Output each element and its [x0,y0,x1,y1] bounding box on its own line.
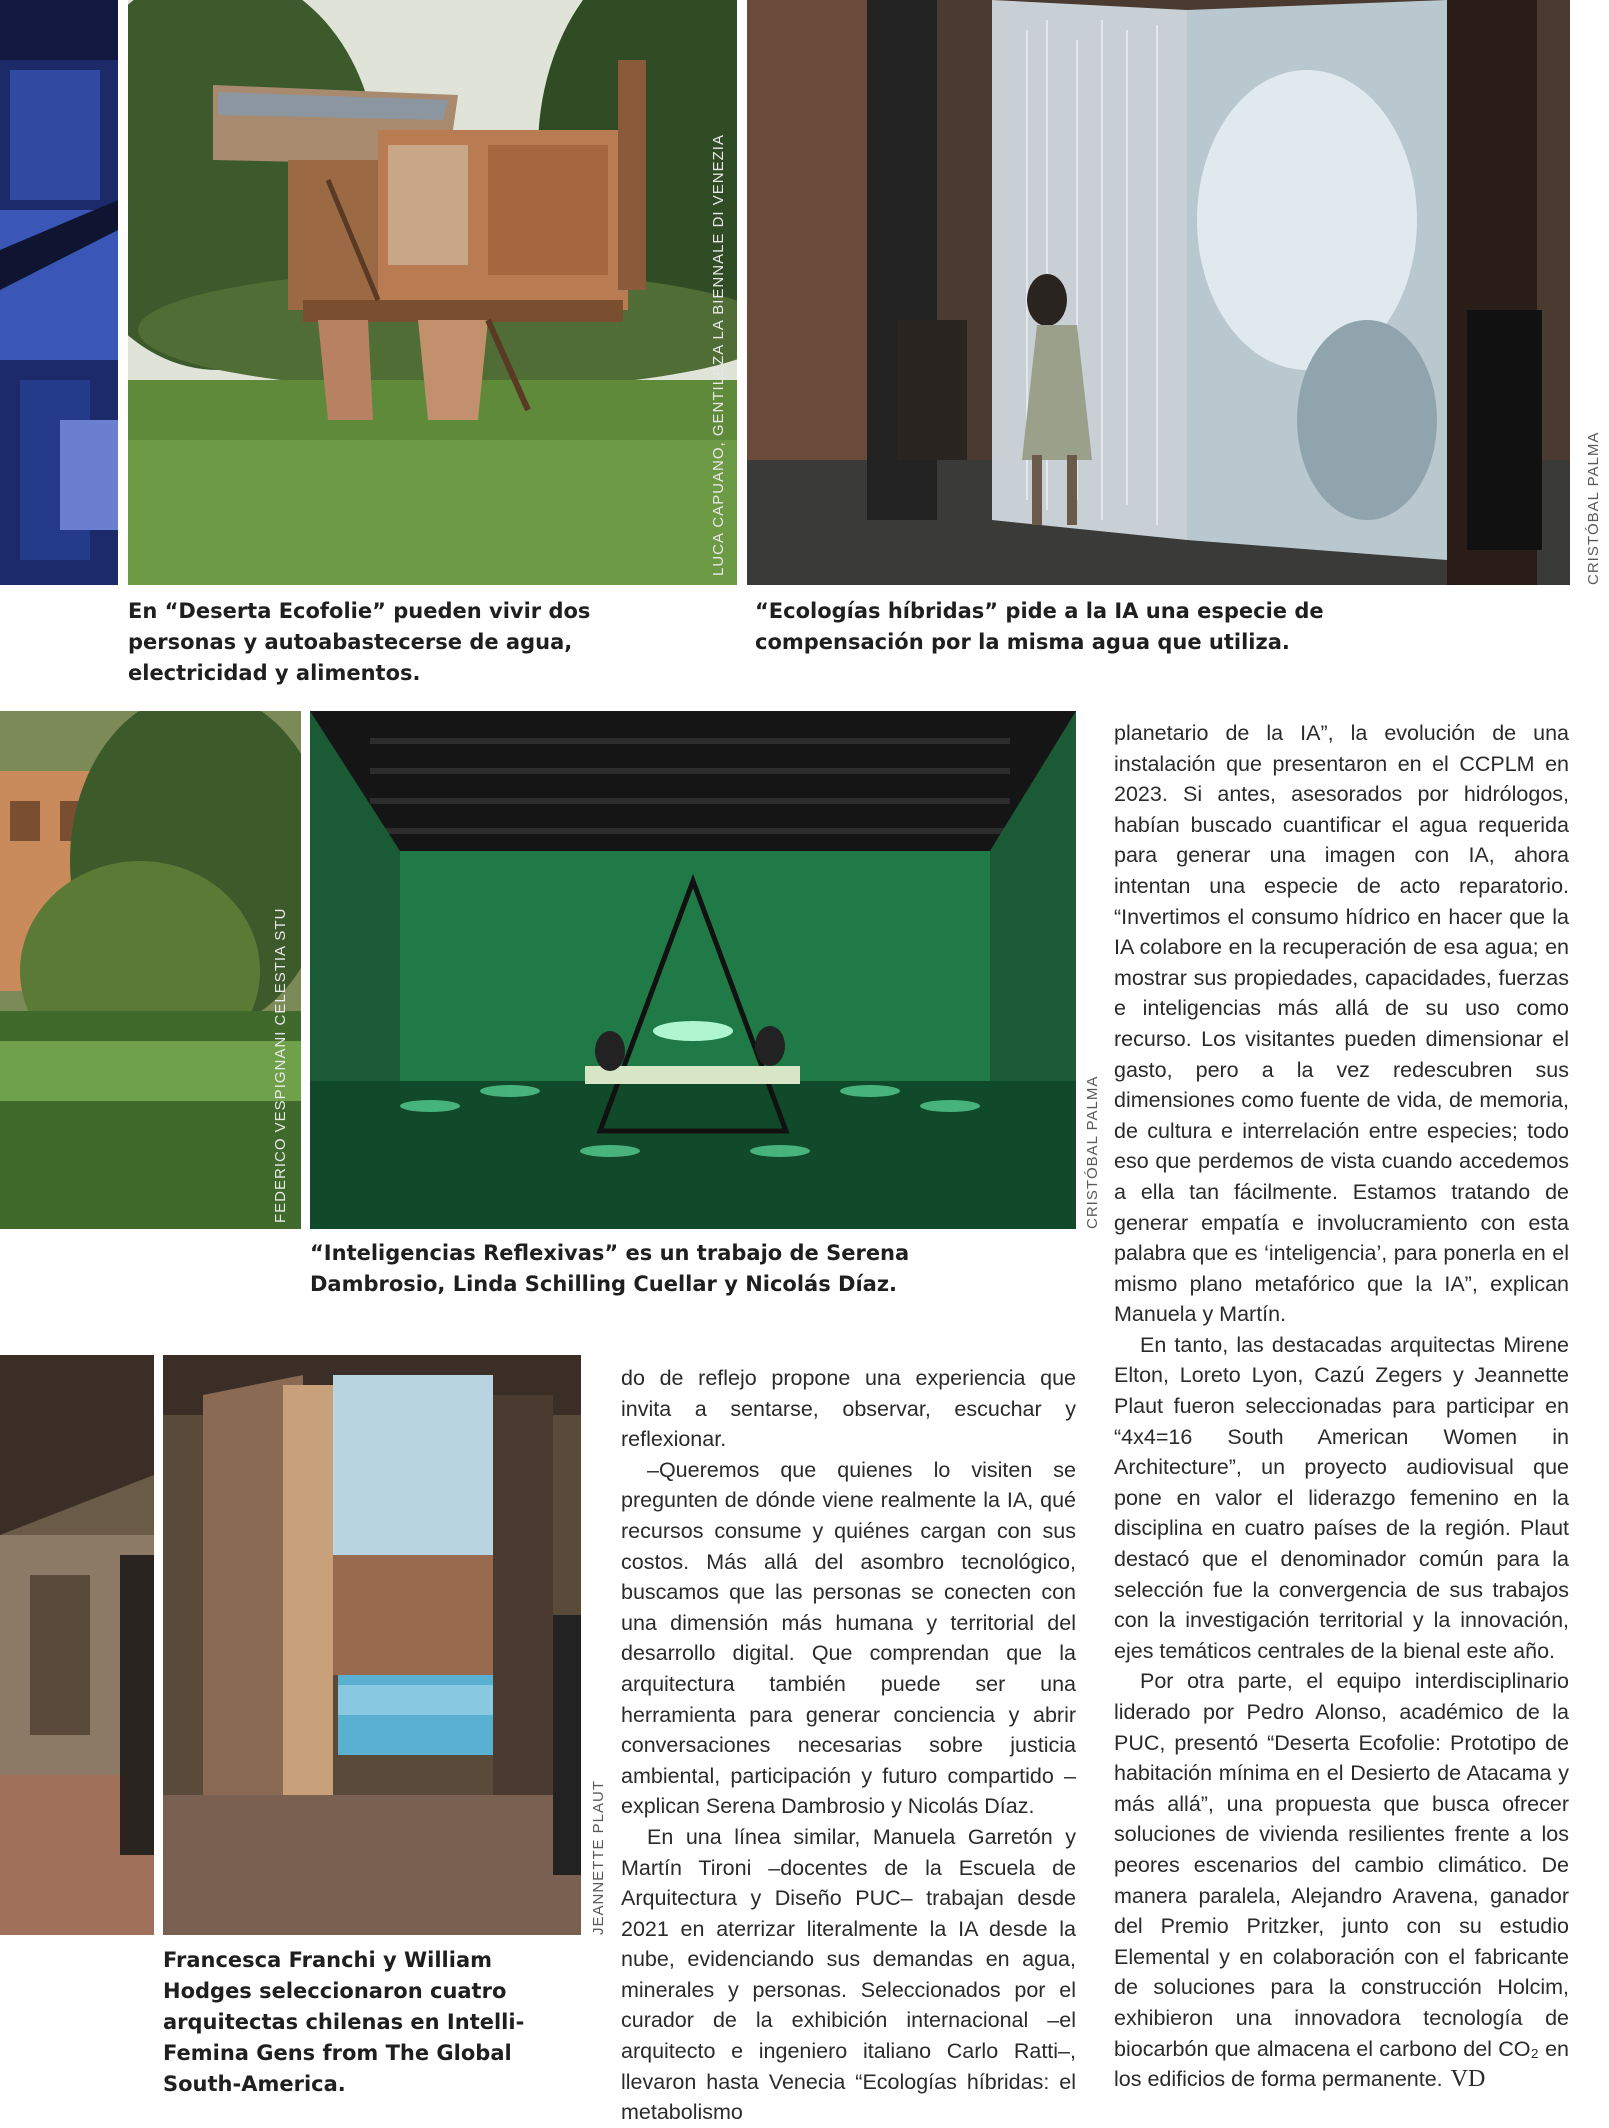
photo-ecologias-hibridas [747,0,1570,585]
article-column-middle [621,1363,1076,2128]
caption-ecologias-hibridas: “Ecologías híbridas” pide a la IA una especie de compensación por la misma agua que utiliza. [755,599,1324,654]
photo-bus-detail [0,0,118,585]
paragraph-text: Por otra parte, el equipo interdisciplinario liderado por Pedro Alonso, académico de la PUC, presentó “Deserta Ecofolie: Prototipo de habitación mínima en el Desierto de Atacama y más allá”, una propuesta que busca ofrecer soluciones de vivienda resilientes frente a los peores escenarios del cambio climático. De manera paralela, Alejandro Aravena, ganador del Premio Pritzker, junto con su estudio Elemental y en colaboración con el fabricante de soluciones para la construcción Holcim, exhibieron una innovadora tecnología de biocarbón que almacena el carbono del CO₂ en los edificios de forma permanente. [1114,1669,1569,2092]
article-column-right [1114,718,1569,2095]
photo-credit: JEANNETTE PLAUT [590,1779,607,1935]
photo-garden-house [0,711,301,1229]
photo-credit: LUCA CAPUANO, GENTILEZA LA BIENNALE DI VENEZIA [710,134,727,576]
paragraph [1114,1666,1569,2094]
photo-credit: CRISTÓBAL PALMA [1585,431,1602,585]
caption-inteligencias-reflexivas: “Inteligencias Reflexivas” es un trabajo de Serena Dambrosio, Linda Schilling Cuellar y Nicolás Díaz. [310,1241,910,1296]
photo-deserta-ecofolie [128,0,737,585]
paragraph: do de reflejo propone una experiencia que invita a sentarse, observar, escuchar y reflexionar. [621,1366,1076,1452]
photo-exhibition-hall [0,1355,154,1935]
paragraph: –Queremos que quienes lo visiten se pregunten de dónde viene realmente la IA, qué recursos consume y quiénes cargan con sus costos. Más allá del asombro tecnológico, buscamos que las personas se conecten con una dimensión más humana y territorial del desarrollo digital. Que comprendan que la arquitectura también puede ser una herramienta para generar conciencia y abrir conversaciones necesarias sobre justicia ambiental, participación y futuro compartido –explican Serena Dambrosio y Nicolás Díaz. [621,1457,1076,1819]
photo-credit: FEDERICO VESPIGNANI CELESTIA STU [272,907,289,1223]
magazine-signature: VD [1450,2066,1486,2093]
photo-credit: CRISTÓBAL PALMA [1084,1075,1101,1229]
caption-deserta-ecofolie: En “Deserta Ecofolie” pueden vivir dos personas y autoabastecerse de agua, electricidad y alimentos. [128,599,591,685]
photo-inteligencias-reflexivas [310,711,1076,1229]
paragraph: En tanto, las destacadas arquitectas Mirene Elton, Loreto Lyon, Cazú Zegers y Jeannette Plaut fueron seleccionadas para participar en “4x4=16 South American Women in Architecture”, un proyecto audiovisual que pone en valor el liderazgo femenino en la disciplina en cuatro países de la región. Plaut destacó que el denominador común para la selección fue la convergencia de sus trabajos con la investigación territorial y la innovación, ejes temáticos centrales de la bienal este año. [1114,1332,1569,1663]
photo-intelli-femina [163,1355,581,1935]
caption-intelli-femina: Francesca Franchi y William Hodges seleccionaron cuatro arquitectas chilenas en Intelli-Femina Gens from The Global South-America. [163,1948,525,2096]
paragraph: En una línea similar, Manuela Garretón y Martín Tironi –docentes de la Escuela de Arquitectura y Diseño PUC– trabajan desde 2021 en aterrizar literalmente la IA desde la nube, evidenciando sus demandas en agua, minerales y personas. Seleccionados por el curador de la exhibición internacional –el arquitecto e ingeniero italiano Carlo Ratti–, llevaron hasta Venecia “Ecologías híbridas: el metabolismo [621,1824,1076,2125]
paragraph: planetario de la IA”, la evolución de una instalación que presentaron en el CCPLM en 2023. Si antes, asesorados por hidrólogos, habían buscado cuantificar el agua requerida para generar una imagen con IA, ahora intentan una especie de acto reparatorio. “Invertimos el consumo hídrico en hacer que la IA colabore en la recuperación de esa agua; en mostrar sus propiedades, capacidades, fuerzas e inteligencias más allá de su uso como recurso. Los visitantes pueden dimensionar el gasto, pero a la vez redescubren sus dimensiones como fuente de vida, de memoria, de cultura e interrelación entre especies; todo eso que perdemos de vista cuando accedemos a ella tan fácilmente. Estamos tratando de generar empatía e involucramiento con esta palabra que es ‘inteligencia’, para ponerla en el mismo plano metafórico que la IA”, explican Manuela y Martín. [1114,721,1569,1327]
